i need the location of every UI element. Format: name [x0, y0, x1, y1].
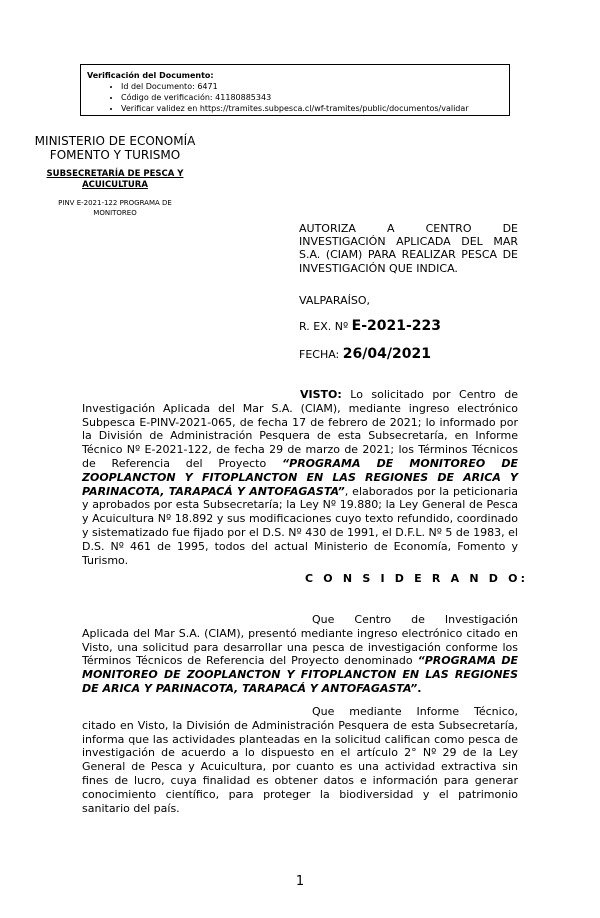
visto-paragraph — [82, 388, 518, 567]
visto-project-title: “PROGRAMA DE MONITOREO DE ZOOPLANCTON Y FITOPLANCTON EN LAS REGIONES DE ARICA Y PARINACOTA, TARAPACÁ Y ANTOFAGASTA” — [82, 456, 518, 498]
considerando-heading: C O N S I D E R A N D O: — [305, 572, 529, 585]
verification-url[interactable]: • Verificar validez en https://tramites.subpesca.cl/wf-tramites/public/documentos/validar — [121, 103, 505, 114]
subsecretary-line1: SUBSECRETARÍA DE PESCA Y — [46, 169, 184, 179]
reference-line2: MONITOREO — [93, 209, 137, 217]
visto-text-part1: Lo solicitado por Centro de Investigación Aplicada del Mar S.A. (CIAM), mediante ingreso electrónico Subpesca E-PINV-2021-065, de fecha 17 de febrero de 2021; lo informado por la División de Administración Pesquera de esta Subsecretaría, en Informe Técnico Nº E-2021-122, de fecha 29 de marzo de 2021; los Términos Técnicos de Referencia del Proyecto — [82, 388, 518, 470]
resolution-number: E-2021-223 — [351, 318, 442, 334]
ministry-name-line2: FOMENTO Y TURISMO — [49, 148, 181, 162]
verification-title: Verificación del Documento: — [87, 71, 214, 80]
reference-line1: PINV E-2021-122 PROGRAMA DE — [58, 199, 172, 207]
considerando-paragraph-1 — [82, 613, 518, 696]
verification-code: • Código de verificación: 41180885343 — [121, 92, 505, 103]
considerando-p1-end: . — [417, 681, 422, 695]
verification-box — [80, 64, 510, 116]
date-row — [299, 346, 431, 362]
subsecretary-line2: ACUICULTURA — [82, 180, 148, 190]
resolution-label: R. EX. Nº — [299, 320, 349, 333]
considerando-p1-text: Que Centro de Investigación Aplicada del Mar S.A. (CIAM), presentó mediante ingreso electrónico citado en Visto, una solicitud para desarrollar una pesca de investigación conforme los Términos Técnicos de Referencia del Proyecto denominado — [82, 613, 518, 668]
date-label: FECHA: — [299, 348, 340, 361]
page-number: 1 — [295, 874, 305, 889]
ministry-name-line1: MINISTERIO DE ECONOMÍA — [34, 134, 196, 148]
visto-text-part2: , elaborados por la peticionaria y aprobados por esta Subsecretaría; la Ley Nº 19.880; la Ley General de Pesca y Acuicultura Nº 18.892 y sus modificaciones cuyo texto refundido, coordinado y sistematizado fue fijado por el D.S. Nº 430 de 1991, el D.F.L. Nº 5 de 1983, el D.S. Nº 461 de 1995, todos del actual Ministerio de Economía, Fomento y Turismo. — [82, 484, 518, 567]
verification-doc-id: • Id del Documento: 6471 — [121, 81, 505, 92]
place: VALPARAÍSO, — [299, 294, 371, 307]
verification-list — [87, 81, 505, 114]
resolution-summary: AUTORIZA A CENTRO DE INVESTIGACIÓN APLICADA DEL MAR S.A. (CIAM) PARA REALIZAR PESCA DE INVESTIGACIÓN QUE INDICA. — [299, 222, 518, 275]
resolution-number-row — [299, 318, 441, 334]
visto-label: VISTO: — [300, 388, 342, 401]
considerando-p1-project-title: “PROGRAMA DE MONITOREO DE ZOOPLANCTON Y FITOPLANCTON EN LAS REGIONES DE ARICA Y PARINACOTA, TARAPACÁ Y ANTOFAGASTA” — [82, 654, 518, 695]
considerando-paragraph-2: Que mediante Informe Técnico, citado en Visto, la División de Administración Pesquera de esta Subsecretaría, informa que las actividades planteadas en la solicitud califican como pesca de investigación de acuerdo a lo dispuesto en el artículo 2° Nº 29 de la Ley General de Pesca y Acuicultura, por cuanto es una actividad extractiva sin fines de lucro, cuya finalidad es obtener datos e información para generar conocimiento científico, para proteger la biodiversidad y el patrimonio sanitario del país. — [82, 705, 518, 815]
date-value: 26/04/2021 — [342, 346, 431, 362]
